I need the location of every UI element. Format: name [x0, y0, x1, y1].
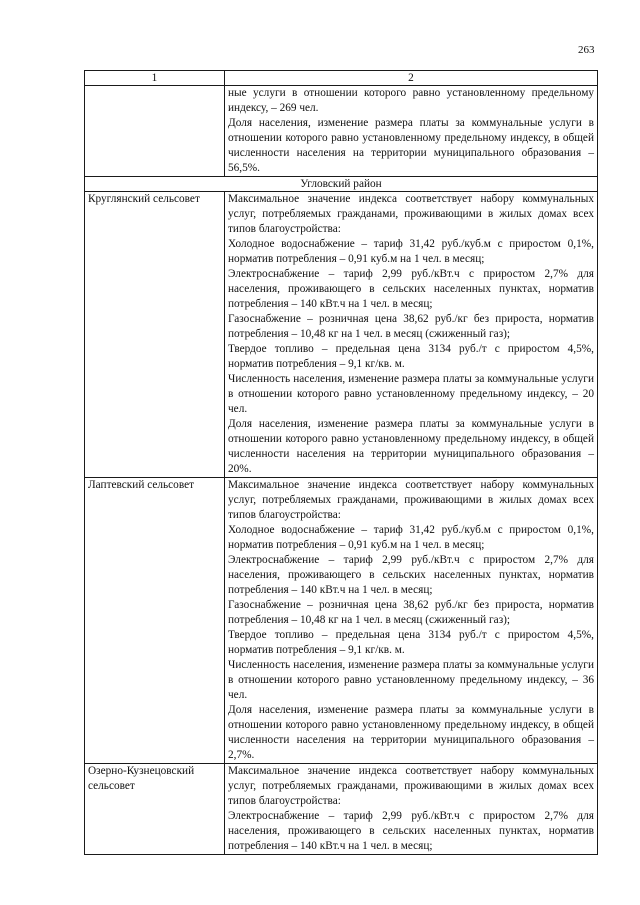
content-paragraph: Твердое топливо – предельная цена 3134 руб./т с приростом 4,5%, норматив потребления – 9,1 кг/кв. м.	[228, 343, 594, 370]
content-paragraph: Максимальное значение индекса соответствует набору коммунальных услуг, потребляемых гражданами, проживающими в жилых домах всех типов благоустройства:	[228, 765, 594, 807]
municipality-name: Круглянский сельсовет	[85, 192, 225, 478]
content-paragraph: Холодное водоснабжение – тариф 31,42 руб./куб.м с приростом 0,1%, норматив потребления – 0,91 куб.м на 1 чел. в месяц;	[228, 524, 594, 551]
district-row	[85, 177, 598, 192]
continuation-row	[85, 86, 598, 177]
table-row	[85, 478, 598, 764]
municipality-content	[225, 764, 598, 855]
content-paragraph: Электроснабжение – тариф 2,99 руб./кВт.ч с приростом 2,7% для населения, проживающего в сельских населенных пунктах, норматив потребления – 140 кВт.ч на 1 чел. в месяц;	[228, 268, 594, 310]
municipality-content	[225, 478, 598, 764]
content-paragraph: Максимальное значение индекса соответствует набору коммунальных услуг, потребляемых гражданами, проживающими в жилых домах всех типов благоустройства:	[228, 479, 594, 521]
column-header-1: 1	[85, 71, 225, 86]
content-paragraph: Газоснабжение – розничная цена 38,62 руб./кг без прироста, норматив потребления – 10,48 кг на 1 чел. в месяц (сжиженный газ);	[228, 599, 594, 626]
page-number: 263	[578, 44, 595, 56]
table-row	[85, 764, 598, 855]
continuation-content-cell	[225, 86, 598, 177]
column-header-2: 2	[225, 71, 598, 86]
municipality-content	[225, 192, 598, 478]
content-paragraph: Газоснабжение – розничная цена 38,62 руб./кг без прироста, норматив потребления – 10,48 кг на 1 чел. в месяц (сжиженный газ);	[228, 313, 594, 340]
content-paragraph: Численность населения, изменение размера платы за коммунальные услуги в отношении которого равно установленному предельному индексу, – 20 чел.	[228, 373, 594, 415]
header-row	[85, 71, 598, 86]
tariff-table	[84, 70, 598, 855]
content-paragraph: Электроснабжение – тариф 2,99 руб./кВт.ч с приростом 2,7% для населения, проживающего в сельских населенных пунктах, норматив потребления – 140 кВт.ч на 1 чел. в месяц;	[228, 554, 594, 596]
content-paragraph: Доля населения, изменение размера платы за коммунальные услуги в отношении которого равно установленному предельному индексу, в общей численности населения на территории муниципального образования – 20%.	[228, 418, 594, 475]
content-paragraph: Доля населения, изменение размера платы за коммунальные услуги в отношении которого равно установленному предельному индексу, в общей численности населения на территории муниципального образования – 2,7%.	[228, 704, 594, 761]
continuation-paragraph: ные услуги в отношении которого равно установленному предельному индексу, – 269 чел.	[228, 87, 594, 114]
content-paragraph: Численность населения, изменение размера платы за коммунальные услуги в отношении которого равно установленному предельному индексу, – 36 чел.	[228, 659, 594, 701]
municipality-name: Озерно-Кузнецовский сельсовет	[85, 764, 225, 855]
municipality-name: Лаптевский сельсовет	[85, 478, 225, 764]
table-row	[85, 192, 598, 478]
continuation-paragraph: Доля населения, изменение размера платы за коммунальные услуги в отношении которого равно установленному предельному индексу, в общей численности населения на территории муниципального образования – 56,5%.	[228, 117, 594, 174]
district-heading: Угловский район	[85, 177, 598, 192]
content-paragraph: Электроснабжение – тариф 2,99 руб./кВт.ч с приростом 2,7% для населения, проживающего в сельских населенных пунктах, норматив потребления – 140 кВт.ч на 1 чел. в месяц;	[228, 810, 594, 852]
content-paragraph: Холодное водоснабжение – тариф 31,42 руб./куб.м с приростом 0,1%, норматив потребления – 0,91 куб.м на 1 чел. в месяц;	[228, 238, 594, 265]
content-paragraph: Максимальное значение индекса соответствует набору коммунальных услуг, потребляемых гражданами, проживающими в жилых домах всех типов благоустройства:	[228, 193, 594, 235]
continuation-name-cell	[85, 86, 225, 177]
content-paragraph: Твердое топливо – предельная цена 3134 руб./т с приростом 4,5%, норматив потребления – 9,1 кг/кв. м.	[228, 629, 594, 656]
